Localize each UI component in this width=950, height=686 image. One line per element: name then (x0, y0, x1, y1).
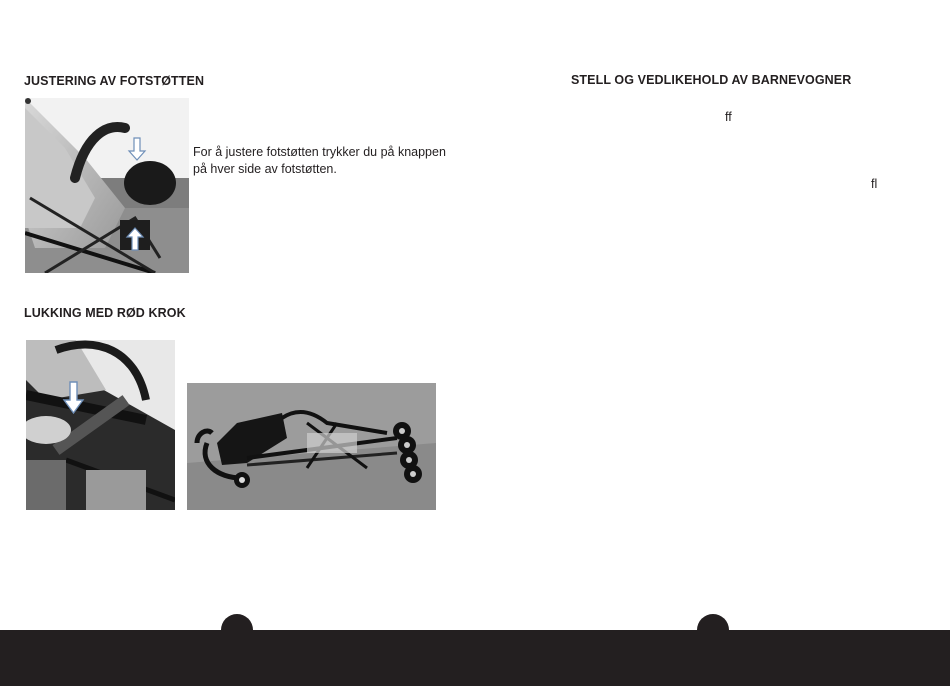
footrest-photo (25, 98, 189, 273)
footrest-instructions-line-1: For å justere fotstøtten trykker du på knappen (193, 145, 446, 159)
red-hook-photo (26, 340, 175, 510)
ligature-fl: fl (871, 177, 878, 191)
footrest-instructions (193, 144, 446, 178)
section-title-care-maintenance: STELL OG VEDLIKEHOLD AV BARNEVOGNER (571, 73, 852, 87)
ligature-ff: ff (725, 110, 732, 124)
footer-bar (0, 630, 950, 686)
section-title-footrest: JUSTERING AV FOTSTØTTEN (24, 74, 205, 88)
section-title-red-hook: LUKKING MED RØD KROK (24, 306, 186, 320)
footrest-instructions-line-2: på hver side av fotstøtten. (193, 162, 337, 176)
folded-stroller-photo (187, 383, 436, 510)
